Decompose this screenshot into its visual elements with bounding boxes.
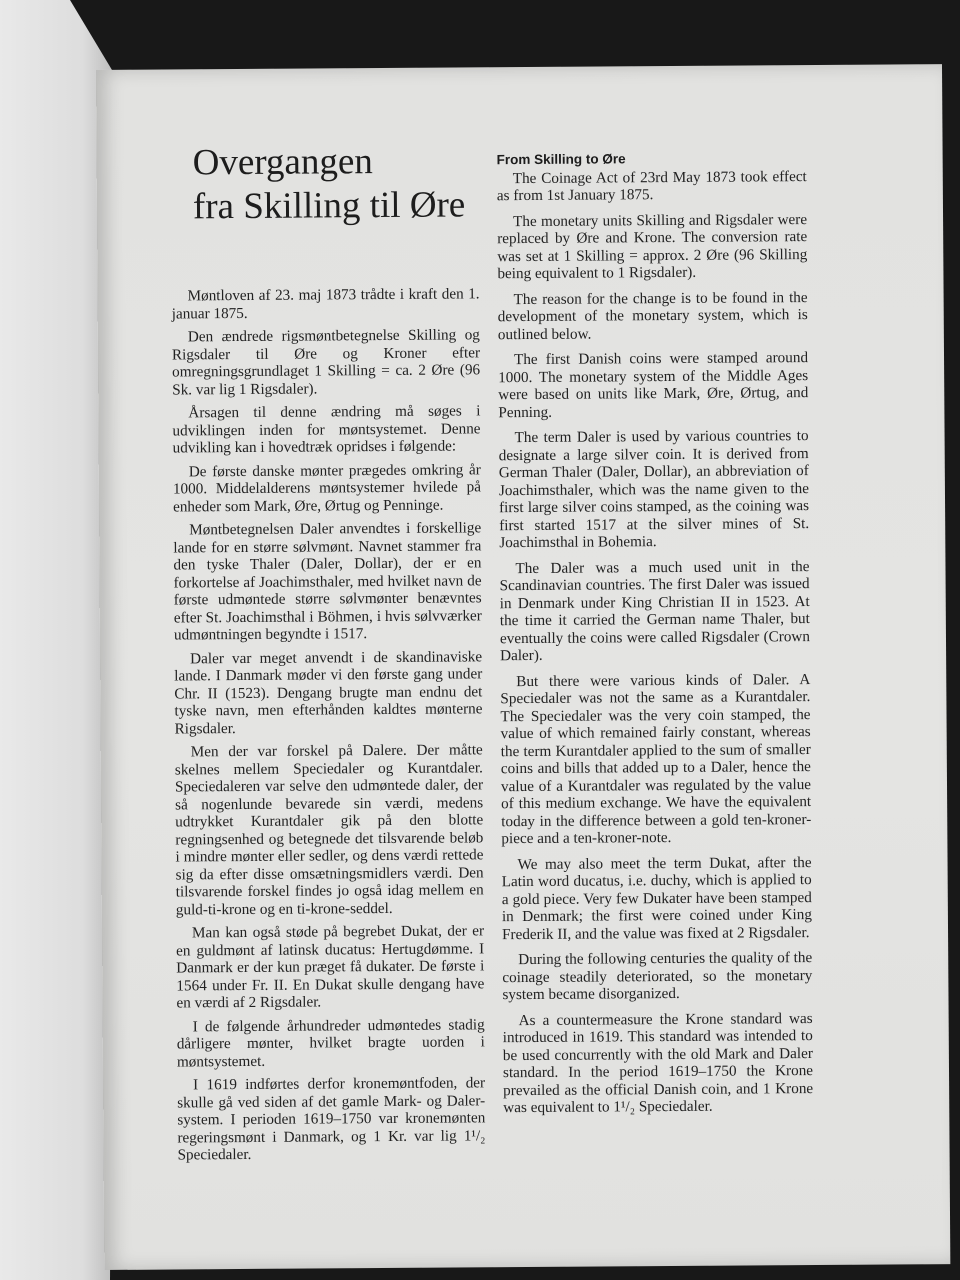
danish-paragraph: Daler var meget anvendt i de skandinaviske lande. I Danmark møder vi den første gang under Chr. II (1523). Dengang brugte man endnu det tyske navn, men efterhånden kaldtes mønterne Rigsdaler. [174,647,483,737]
english-paragraph: The reason for the change is to be found in the development of the monetary system, which is outlined below. [497,288,808,343]
danish-paragraph: Men der var forskel på Dalere. Der måtte skelnes mellem Speciedaler og Kurantdaler. Speciedaleren var selve den udmøntede daler, der så nogenlunde bevarede sin værdi, medens udtrykket Kurantdaler gik på den blotte regningsenhed og betegnede det tilsvarende beløb i mindre mønter eller sedler, og dens værdi rettede sig da efter disse omsætningsmidlers værdi. Den tilsvarende forskel findes jo også idag mellem en guld-ti-krone og en ti-krone-seddel. [174,741,484,918]
english-paragraph: The term Daler is used by various countries to designate a large silver coin. It is derived from German Thaler (Daler, Dollar), an abbreviation of Joachimsthaler, which was the name given to the first large silver coins stamped, as the coining was first started 1517 at the silver mines of St. Joachimsthal in Bohemia. [498,427,810,552]
english-paragraph: The first Danish coins were stamped around 1000. The monetary system of the Middle Ages were based on units like Mark, Øre, Ørtug, and Penning. [498,349,809,421]
english-heading: From Skilling to Øre [496,151,626,168]
danish-paragraph: Møntloven af 23. maj 1873 trådte i kraft den 1. januar 1875. [171,285,480,322]
title-line-1: Overgangen [192,141,373,184]
danish-paragraph: I de følgende århundreder udmøntedes stadig dårligere mønter, hvilket bragte uorden i møntsystemet. [176,1015,485,1070]
english-paragraph: During the following centuries the quality of the coinage steadily deteriorated, so the monetary system became disorganized. [502,949,813,1004]
danish-paragraph: Møntbetegnelsen Daler anvendtes i forskellige lande for en større sølvmønt. Navnet stammer fra den tyske Thaler (Daler, Dollar), der er en forkortelse af Joachimsthaler, med hvilket navn de første udmøntede større sølvmønter benævntes efter St. Joachimsthal i Böhmen, i hvis sølvværker udmøntningen begyndte i 1517. [173,519,482,644]
danish-paragraph: Årsagen til denne ændring må søges i udviklingen inden for møntsystemet. Denne udvikling kan i hovedtræk opridses i følgende: [172,402,481,457]
english-paragraph: But there were various kinds of Daler. A Speciedaler was not the same as a Kurantdaler. The Speciedaler was the very coin stamped, the value of which remained fairly constant, whereas the term Kurantdaler applied to the sum of smaller coins and bills that added up to a Daler, hence the value of a Kurantdaler was regulated by the value of this medium exchange. We have the equivalent today in the difference between a gold ten-kroner-piece and a ten-kroner-note. [500,670,812,848]
english-paragraph: The Daler was a much used unit in the Scandinavian countries. The first Daler was issued in Denmark under King Christian II in 1523. At the time it carried the German name Thaler, but eventually the coins were called Rigsdaler (Crown Daler). [499,557,811,665]
english-column [497,149,814,1125]
english-paragraph: The monetary units Skilling and Rigsdaler were replaced by Øre and Krone. The conversion rate was set at 1 Skilling = approx. 2 Øre (96 Skilling being equivalent to 1 Rigsdaler). [497,210,808,283]
danish-column [172,285,486,1170]
title-line-2: fra Skilling til Øre [192,184,466,228]
english-paragraph: The Coinage Act of 23rd May 1873 took effect as from 1st January 1875. [496,167,807,205]
danish-paragraph: I 1619 indførtes derfor kronemøntfoden, der skulle gå ved siden af det gamle Mark- og Daler-system. I perioden 1619–1750 var kronemønten regeringsmønt i Danmark, og 1 Kr. var lig 1¹/₂ Speciedaler. [177,1074,486,1164]
danish-paragraph: Man kan også støde på begrebet Dukat, der er en guldmønt af latinsk ducatus: Hertugdømme. I Danmark er der kun præget få dukater. De første i 1564 under Fr. II. En Dukat skulle dengang have en værdi af 2 Rigsdaler. [176,922,485,1012]
english-paragraph: As a countermeasure the Krone standard was introduced in 1619. This standard was intended to be used concurrently with the old Mark and Daler standard. In the period 1619–1750 the Krone prevailed as the official Danish coin, and 1 Krone was equivalent to 1¹/₂ Speciedaler. [502,1009,814,1117]
danish-paragraph: Den ændrede rigsmøntbetegnelse Skilling og Rigsdaler til Øre og Kroner efter omregningsgrundlaget 1 Skilling = ca. 2 Øre (96 Sk. var lig 1 Rigsdaler). [171,326,481,398]
danish-paragraph: De første danske mønter prægedes omkring år 1000. Middelalderens møntsystemer hvilede på enheder som Mark, Øre, Ørtug og Penninge. [172,460,481,515]
english-paragraph: We may also meet the term Dukat, after the Latin word ducatus, i.e. duchy, which is applied to a gold piece. Very few Dukater have been stamped in Denmark; the first were coined under King Frederik II, and the value was fixed at 2 Rigsdaler. [501,853,812,943]
booklet-page [96,64,950,1270]
page-title [193,139,514,229]
